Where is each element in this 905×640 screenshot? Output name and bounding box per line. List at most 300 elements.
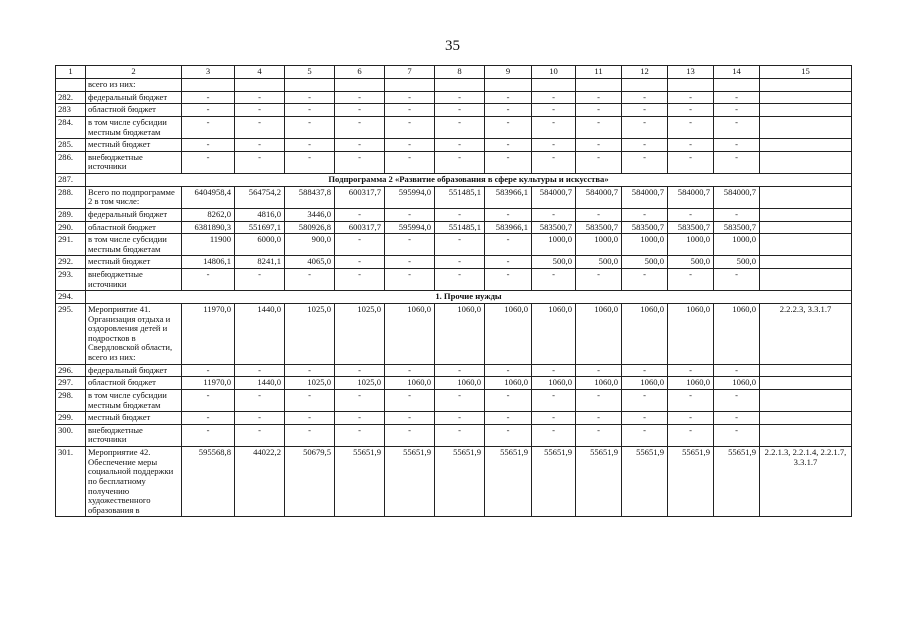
- value-cell: -: [435, 208, 485, 221]
- value-cell: 1000,0: [622, 234, 668, 256]
- value-cell: -: [485, 151, 532, 173]
- target-reference: [760, 186, 852, 208]
- target-reference: [760, 424, 852, 446]
- value-cell: -: [335, 104, 385, 117]
- value-cell: -: [182, 364, 235, 377]
- value-cell: [714, 79, 760, 92]
- value-cell: -: [668, 424, 714, 446]
- value-cell: -: [668, 269, 714, 291]
- target-reference: [760, 377, 852, 390]
- value-cell: -: [622, 104, 668, 117]
- value-cell: 55651,9: [532, 447, 576, 517]
- value-cell: [235, 79, 285, 92]
- value-cell: -: [385, 412, 435, 425]
- column-number-cell: 8: [435, 66, 485, 79]
- row-number: 285.: [56, 139, 86, 152]
- value-cell: 1060,0: [622, 303, 668, 364]
- target-reference: [760, 364, 852, 377]
- value-cell: 1025,0: [335, 303, 385, 364]
- value-cell: -: [285, 151, 335, 173]
- value-cell: -: [668, 104, 714, 117]
- value-cell: 595994,0: [385, 221, 435, 234]
- value-cell: -: [182, 151, 235, 173]
- value-cell: -: [385, 269, 435, 291]
- value-cell: -: [532, 116, 576, 138]
- value-cell: -: [182, 104, 235, 117]
- column-number-cell: 4: [235, 66, 285, 79]
- value-cell: -: [532, 364, 576, 377]
- row-name: федеральный бюджет: [86, 91, 182, 104]
- value-cell: -: [622, 116, 668, 138]
- value-cell: -: [576, 116, 622, 138]
- table-row: [56, 412, 852, 425]
- value-cell: -: [182, 424, 235, 446]
- value-cell: 1060,0: [485, 303, 532, 364]
- row-number: 296.: [56, 364, 86, 377]
- value-cell: -: [285, 389, 335, 411]
- row-number: 287.: [56, 174, 86, 187]
- value-cell: -: [235, 104, 285, 117]
- value-cell: -: [335, 412, 385, 425]
- row-number: 288.: [56, 186, 86, 208]
- row-number: 283: [56, 104, 86, 117]
- value-cell: 1060,0: [485, 377, 532, 390]
- row-number: 282.: [56, 91, 86, 104]
- budget-table: [55, 65, 852, 517]
- value-cell: -: [576, 151, 622, 173]
- target-reference: [760, 104, 852, 117]
- value-cell: -: [532, 269, 576, 291]
- column-number-cell: 9: [485, 66, 532, 79]
- value-cell: 1000,0: [714, 234, 760, 256]
- value-cell: 1440,0: [235, 303, 285, 364]
- value-cell: [532, 79, 576, 92]
- value-cell: 1060,0: [668, 377, 714, 390]
- value-cell: 8262,0: [182, 208, 235, 221]
- value-cell: -: [576, 364, 622, 377]
- value-cell: -: [235, 91, 285, 104]
- value-cell: -: [532, 412, 576, 425]
- value-cell: -: [714, 424, 760, 446]
- target-reference: [760, 221, 852, 234]
- value-cell: -: [576, 139, 622, 152]
- value-cell: -: [235, 389, 285, 411]
- value-cell: -: [435, 91, 485, 104]
- value-cell: -: [576, 424, 622, 446]
- value-cell: -: [235, 151, 285, 173]
- value-cell: -: [485, 364, 532, 377]
- value-cell: 584000,7: [668, 186, 714, 208]
- target-reference: 2.2.1.3, 2.2.1.4, 2.2.1.7, 3.3.1.7: [760, 447, 852, 517]
- target-reference: [760, 139, 852, 152]
- value-cell: 584000,7: [714, 186, 760, 208]
- column-number-row: [56, 66, 852, 79]
- column-number-cell: 7: [385, 66, 435, 79]
- value-cell: -: [335, 364, 385, 377]
- value-cell: 44022,2: [235, 447, 285, 517]
- value-cell: -: [285, 269, 335, 291]
- value-cell: 1025,0: [335, 377, 385, 390]
- table-row: [56, 303, 852, 364]
- row-number: 291.: [56, 234, 86, 256]
- value-cell: 8241,1: [235, 256, 285, 269]
- value-cell: -: [622, 151, 668, 173]
- value-cell: 50679,5: [285, 447, 335, 517]
- table-row: [56, 104, 852, 117]
- value-cell: -: [714, 104, 760, 117]
- row-name: местный бюджет: [86, 412, 182, 425]
- value-cell: 1060,0: [385, 377, 435, 390]
- value-cell: 3446,0: [285, 208, 335, 221]
- value-cell: 1060,0: [576, 377, 622, 390]
- value-cell: -: [235, 364, 285, 377]
- value-cell: -: [485, 389, 532, 411]
- value-cell: 584000,7: [622, 186, 668, 208]
- value-cell: [435, 79, 485, 92]
- column-number-cell: 5: [285, 66, 335, 79]
- value-cell: -: [335, 256, 385, 269]
- value-cell: -: [235, 139, 285, 152]
- table-row: [56, 447, 852, 517]
- value-cell: [485, 79, 532, 92]
- target-reference: [760, 389, 852, 411]
- value-cell: -: [182, 139, 235, 152]
- value-cell: -: [435, 364, 485, 377]
- row-number: 293.: [56, 269, 86, 291]
- value-cell: 500,0: [532, 256, 576, 269]
- row-name: местный бюджет: [86, 139, 182, 152]
- value-cell: 551485,1: [435, 186, 485, 208]
- table-row: [56, 139, 852, 152]
- row-name: внебюджетные источники: [86, 424, 182, 446]
- value-cell: -: [435, 269, 485, 291]
- value-cell: -: [668, 91, 714, 104]
- value-cell: 14806,1: [182, 256, 235, 269]
- value-cell: 55651,9: [385, 447, 435, 517]
- row-number: 298.: [56, 389, 86, 411]
- value-cell: -: [714, 116, 760, 138]
- value-cell: -: [235, 269, 285, 291]
- value-cell: 583500,7: [714, 221, 760, 234]
- value-cell: 11970,0: [182, 377, 235, 390]
- value-cell: 564754,2: [235, 186, 285, 208]
- value-cell: -: [385, 234, 435, 256]
- value-cell: [385, 79, 435, 92]
- value-cell: 583500,7: [668, 221, 714, 234]
- value-cell: -: [385, 139, 435, 152]
- value-cell: -: [335, 234, 385, 256]
- value-cell: -: [485, 269, 532, 291]
- value-cell: 500,0: [668, 256, 714, 269]
- value-cell: 583966,1: [485, 221, 532, 234]
- table-row: [56, 389, 852, 411]
- value-cell: [576, 79, 622, 92]
- value-cell: -: [714, 412, 760, 425]
- value-cell: 580926,8: [285, 221, 335, 234]
- value-cell: -: [285, 91, 335, 104]
- column-number-cell: 3: [182, 66, 235, 79]
- row-name: в том числе субсидии местным бюджетам: [86, 389, 182, 411]
- value-cell: [335, 79, 385, 92]
- value-cell: -: [714, 269, 760, 291]
- section-row: [56, 174, 852, 187]
- section-title: Подпрограмма 2 «Развитие образования в сфере культуры и искусства»: [86, 174, 852, 187]
- value-cell: -: [485, 116, 532, 138]
- section-title: 1. Прочие нужды: [86, 291, 852, 304]
- value-cell: -: [235, 424, 285, 446]
- value-cell: -: [385, 104, 435, 117]
- value-cell: 1000,0: [532, 234, 576, 256]
- section-row: [56, 291, 852, 304]
- value-cell: -: [485, 139, 532, 152]
- value-cell: 595994,0: [385, 186, 435, 208]
- value-cell: -: [576, 269, 622, 291]
- target-reference: [760, 91, 852, 104]
- row-name: в том числе субсидии местным бюджетам: [86, 116, 182, 138]
- value-cell: 1060,0: [576, 303, 622, 364]
- target-reference: [760, 208, 852, 221]
- value-cell: 583500,7: [532, 221, 576, 234]
- value-cell: 583966,1: [485, 186, 532, 208]
- value-cell: -: [576, 389, 622, 411]
- row-number: 286.: [56, 151, 86, 173]
- table-row: [56, 116, 852, 138]
- value-cell: -: [435, 424, 485, 446]
- value-cell: -: [668, 151, 714, 173]
- value-cell: -: [335, 424, 385, 446]
- table-row: [56, 234, 852, 256]
- value-cell: 6404958,4: [182, 186, 235, 208]
- target-reference: [760, 269, 852, 291]
- table-row: [56, 364, 852, 377]
- value-cell: -: [285, 412, 335, 425]
- value-cell: 583500,7: [576, 221, 622, 234]
- value-cell: -: [385, 151, 435, 173]
- value-cell: -: [668, 389, 714, 411]
- value-cell: -: [714, 364, 760, 377]
- value-cell: -: [385, 208, 435, 221]
- value-cell: -: [385, 256, 435, 269]
- table-row: [56, 91, 852, 104]
- value-cell: -: [714, 91, 760, 104]
- column-number-cell: 11: [576, 66, 622, 79]
- row-name: областной бюджет: [86, 104, 182, 117]
- value-cell: 584000,7: [532, 186, 576, 208]
- value-cell: 600317,7: [335, 186, 385, 208]
- row-number: 300.: [56, 424, 86, 446]
- value-cell: 1060,0: [622, 377, 668, 390]
- value-cell: -: [182, 91, 235, 104]
- value-cell: -: [435, 412, 485, 425]
- value-cell: -: [235, 412, 285, 425]
- value-cell: 55651,9: [714, 447, 760, 517]
- value-cell: -: [668, 208, 714, 221]
- value-cell: -: [485, 104, 532, 117]
- value-cell: -: [182, 269, 235, 291]
- value-cell: -: [532, 104, 576, 117]
- value-cell: 595568,8: [182, 447, 235, 517]
- value-cell: -: [385, 389, 435, 411]
- value-cell: 500,0: [714, 256, 760, 269]
- value-cell: 55651,9: [668, 447, 714, 517]
- value-cell: -: [576, 91, 622, 104]
- value-cell: -: [335, 208, 385, 221]
- value-cell: -: [532, 151, 576, 173]
- value-cell: -: [622, 424, 668, 446]
- value-cell: 55651,9: [435, 447, 485, 517]
- value-cell: -: [485, 91, 532, 104]
- value-cell: 551697,1: [235, 221, 285, 234]
- value-cell: 1060,0: [532, 303, 576, 364]
- row-number: 295.: [56, 303, 86, 364]
- value-cell: -: [668, 364, 714, 377]
- value-cell: -: [532, 208, 576, 221]
- value-cell: 6381890,3: [182, 221, 235, 234]
- value-cell: 500,0: [622, 256, 668, 269]
- row-name: федеральный бюджет: [86, 364, 182, 377]
- value-cell: -: [622, 91, 668, 104]
- table-row: [56, 269, 852, 291]
- target-reference: [760, 412, 852, 425]
- row-name: в том числе субсидии местным бюджетам: [86, 234, 182, 256]
- target-reference: [760, 79, 852, 92]
- row-number: 289.: [56, 208, 86, 221]
- value-cell: -: [714, 151, 760, 173]
- value-cell: -: [285, 139, 335, 152]
- value-cell: -: [182, 389, 235, 411]
- row-name: Всего по подпрограмме 2 в том числе:: [86, 186, 182, 208]
- value-cell: -: [335, 116, 385, 138]
- value-cell: -: [485, 424, 532, 446]
- column-number-cell: 13: [668, 66, 714, 79]
- value-cell: 55651,9: [622, 447, 668, 517]
- value-cell: -: [668, 116, 714, 138]
- value-cell: -: [622, 269, 668, 291]
- value-cell: 55651,9: [576, 447, 622, 517]
- value-cell: -: [485, 208, 532, 221]
- value-cell: -: [714, 389, 760, 411]
- value-cell: -: [714, 139, 760, 152]
- value-cell: -: [532, 139, 576, 152]
- value-cell: 588437,8: [285, 186, 335, 208]
- value-cell: -: [335, 91, 385, 104]
- value-cell: 583500,7: [622, 221, 668, 234]
- column-number-cell: 2: [86, 66, 182, 79]
- value-cell: -: [532, 91, 576, 104]
- row-name: всего из них:: [86, 79, 182, 92]
- row-name: Мероприятие 42. Обеспечение меры социальной поддержки по бесплатному получению художественного образования в: [86, 447, 182, 517]
- value-cell: 1060,0: [435, 303, 485, 364]
- value-cell: 6000,0: [235, 234, 285, 256]
- value-cell: -: [335, 151, 385, 173]
- row-name: федеральный бюджет: [86, 208, 182, 221]
- value-cell: -: [285, 424, 335, 446]
- value-cell: -: [335, 389, 385, 411]
- value-cell: 55651,9: [335, 447, 385, 517]
- column-number-cell: 10: [532, 66, 576, 79]
- table-row: [56, 221, 852, 234]
- row-name: областной бюджет: [86, 377, 182, 390]
- value-cell: -: [622, 412, 668, 425]
- value-cell: 1060,0: [714, 303, 760, 364]
- value-cell: 1440,0: [235, 377, 285, 390]
- table-row: [56, 377, 852, 390]
- value-cell: -: [576, 412, 622, 425]
- value-cell: -: [622, 139, 668, 152]
- value-cell: -: [435, 389, 485, 411]
- value-cell: 900,0: [285, 234, 335, 256]
- value-cell: -: [182, 412, 235, 425]
- table-row: [56, 186, 852, 208]
- table-row: [56, 256, 852, 269]
- value-cell: -: [335, 139, 385, 152]
- value-cell: 1025,0: [285, 377, 335, 390]
- value-cell: 4816,0: [235, 208, 285, 221]
- value-cell: 11970,0: [182, 303, 235, 364]
- page-number: 35: [445, 38, 460, 54]
- row-number: 301.: [56, 447, 86, 517]
- target-reference: [760, 116, 852, 138]
- row-name: Мероприятие 41. Организация отдыха и оздоровления детей и подростков в Свердловской области, всего из них:: [86, 303, 182, 364]
- value-cell: 55651,9: [485, 447, 532, 517]
- value-cell: -: [622, 208, 668, 221]
- value-cell: 551485,1: [435, 221, 485, 234]
- value-cell: -: [235, 116, 285, 138]
- value-cell: -: [668, 412, 714, 425]
- value-cell: -: [576, 208, 622, 221]
- value-cell: -: [435, 104, 485, 117]
- table-row: [56, 208, 852, 221]
- row-number: 290.: [56, 221, 86, 234]
- row-number: 292.: [56, 256, 86, 269]
- value-cell: -: [485, 234, 532, 256]
- value-cell: -: [435, 151, 485, 173]
- target-reference: [760, 256, 852, 269]
- column-number-cell: 15: [760, 66, 852, 79]
- value-cell: 1060,0: [385, 303, 435, 364]
- value-cell: -: [435, 234, 485, 256]
- value-cell: 11900: [182, 234, 235, 256]
- value-cell: -: [532, 389, 576, 411]
- row-number: 294.: [56, 291, 86, 304]
- value-cell: [622, 79, 668, 92]
- column-number-cell: 14: [714, 66, 760, 79]
- value-cell: -: [576, 104, 622, 117]
- value-cell: 1000,0: [576, 234, 622, 256]
- row-number: 284.: [56, 116, 86, 138]
- value-cell: -: [385, 116, 435, 138]
- value-cell: -: [182, 116, 235, 138]
- table-row: [56, 151, 852, 173]
- row-name: внебюджетные источники: [86, 269, 182, 291]
- value-cell: 1060,0: [435, 377, 485, 390]
- target-reference: [760, 151, 852, 173]
- value-cell: -: [285, 104, 335, 117]
- value-cell: -: [532, 424, 576, 446]
- value-cell: -: [622, 364, 668, 377]
- value-cell: [285, 79, 335, 92]
- table-row: [56, 79, 852, 92]
- row-number: 297.: [56, 377, 86, 390]
- value-cell: -: [385, 364, 435, 377]
- value-cell: 584000,7: [576, 186, 622, 208]
- row-name: местный бюджет: [86, 256, 182, 269]
- value-cell: -: [335, 269, 385, 291]
- value-cell: -: [714, 208, 760, 221]
- row-name: областной бюджет: [86, 221, 182, 234]
- table-body: [56, 66, 852, 517]
- target-reference: 2.2.2.3, 3.3.1.7: [760, 303, 852, 364]
